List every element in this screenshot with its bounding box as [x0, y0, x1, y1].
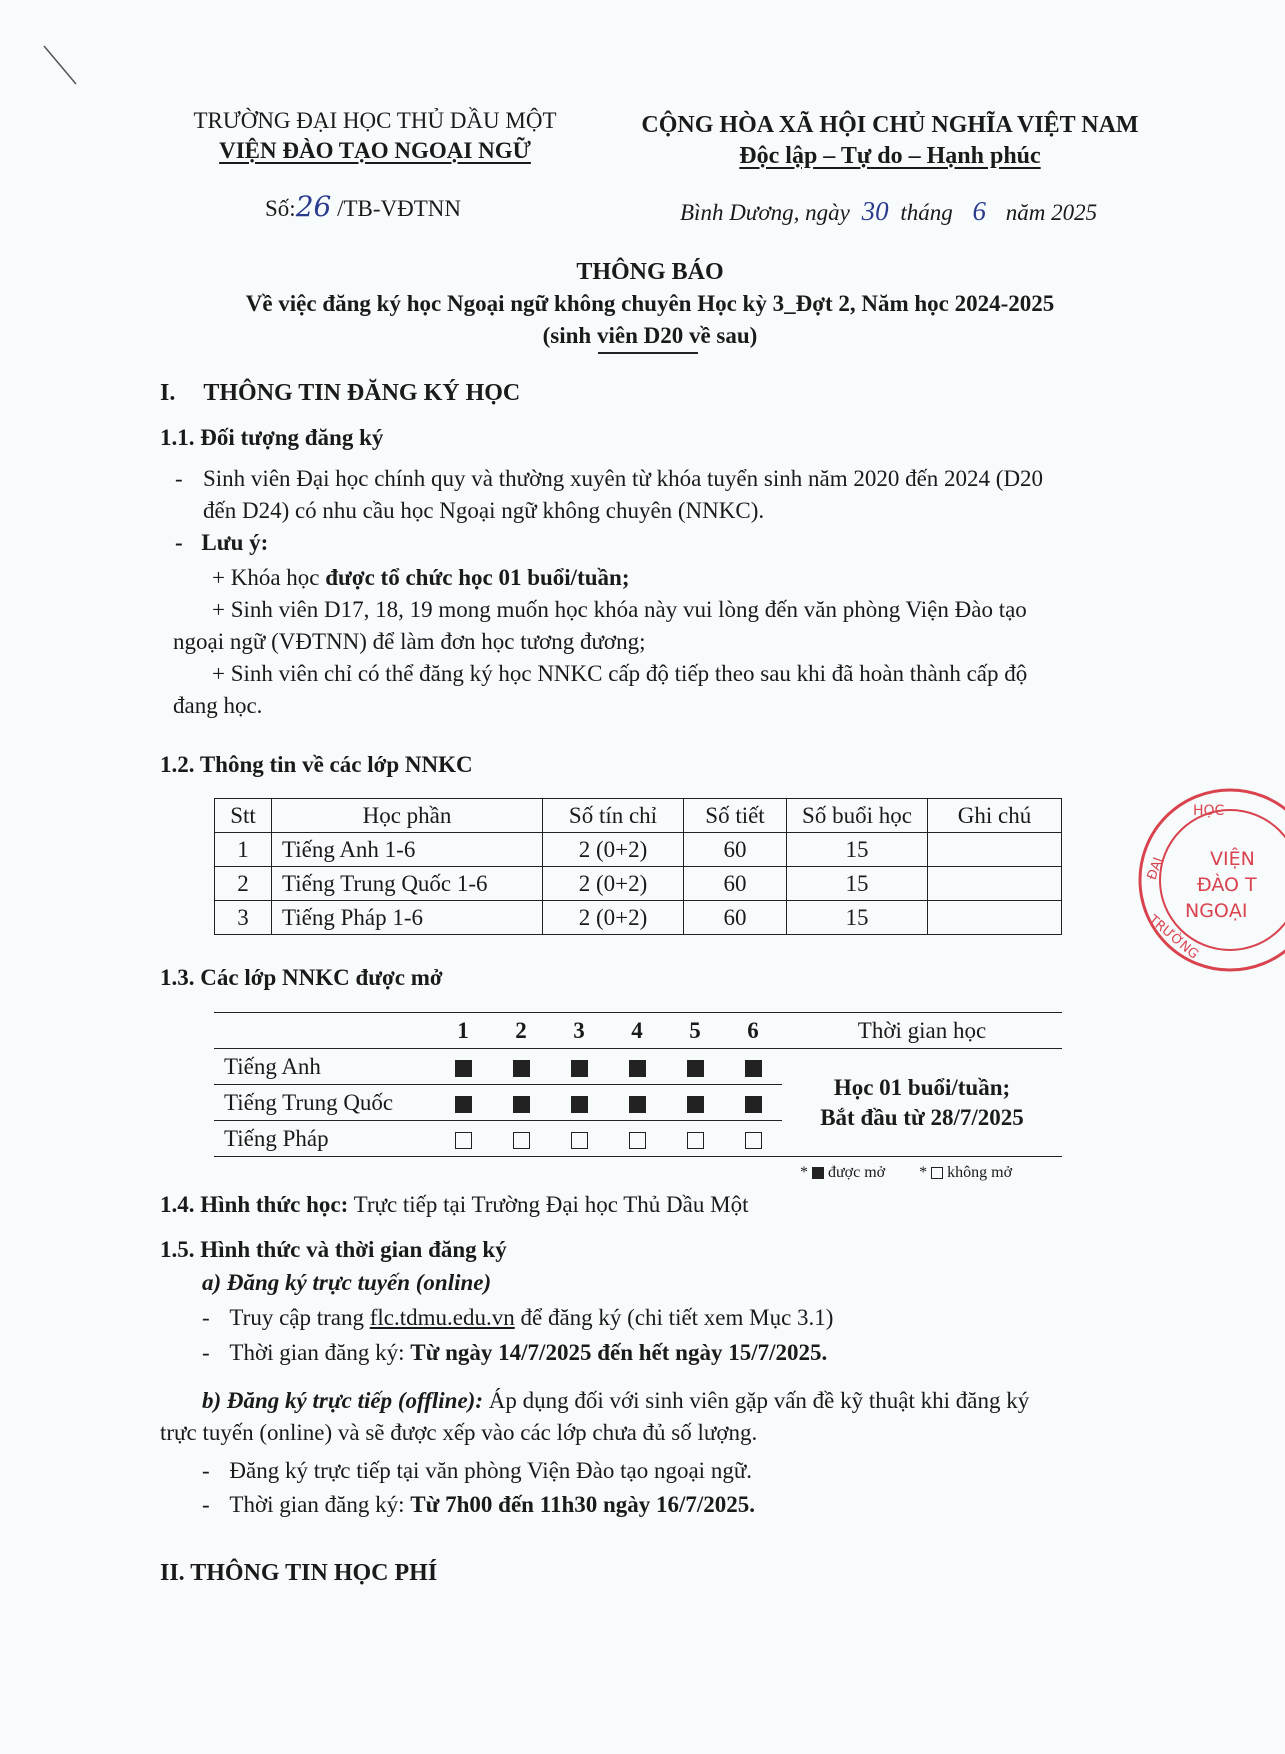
s15a-item2 [202, 1340, 827, 1366]
s11-item1-line1: Sinh viên Đại học chính quy và thường xuyên từ khóa tuyển sinh năm 2020 đến 2024 (D20 [203, 466, 1044, 491]
open-square-icon [571, 1060, 588, 1077]
cell-course: Tiếng Trung Quốc 1-6 [272, 867, 543, 901]
s15a-item2-prefix: Thời gian đăng ký: [229, 1340, 411, 1365]
open-classes-table [214, 1012, 1062, 1157]
header-right [620, 110, 1160, 172]
legend-open-item: * được mở [800, 1164, 886, 1181]
institute-name [160, 136, 590, 166]
table-header-row [215, 799, 1062, 833]
s13-heading: 1.3. Các lớp NNKC được mở [160, 965, 443, 990]
level-cell [434, 1121, 492, 1157]
legend-open-square-icon [812, 1167, 824, 1179]
level-cell [550, 1049, 608, 1085]
level-cell [666, 1121, 724, 1157]
s15b-item2 [202, 1492, 755, 1518]
closed-square-icon [571, 1132, 588, 1149]
number-prefix: Số: [265, 196, 296, 221]
registration-link[interactable]: flc.tdmu.edu.vn [369, 1305, 515, 1330]
section1-title: THÔNG TIN ĐĂNG KÝ HỌC [203, 380, 521, 406]
legend-closed-item: * không mở [919, 1164, 1013, 1181]
level-cell [666, 1085, 724, 1121]
s15b-item2-bold: Từ 7h00 đến 11h30 ngày 16/7/2025. [410, 1492, 756, 1517]
cell-credits: 2 (0+2) [543, 833, 684, 867]
header-empty [214, 1013, 434, 1049]
language-name: Tiếng Trung Quốc [224, 1089, 394, 1115]
s11-heading: 1.1. Đối tượng đăng ký [160, 425, 384, 450]
header-cell: Học phần [272, 799, 543, 833]
legend-closed-text: không mở [947, 1164, 1013, 1181]
table-row [215, 901, 1062, 935]
level-cell [492, 1049, 550, 1085]
s14-label: 1.4. Hình thức học: [160, 1192, 349, 1217]
level-cell [724, 1085, 782, 1121]
date-month: 6 [972, 196, 986, 226]
open-square-icon [629, 1096, 646, 1113]
motto-text: Độc lập – Tự do – Hạnh phúc [739, 143, 1041, 169]
s11-item1-line2: đến D24) có nhu cầu học Ngoại ngữ không chuyên (NNKC). [203, 498, 765, 523]
level-cell [550, 1121, 608, 1157]
open-table-header [214, 1013, 1062, 1049]
language-name: Tiếng Anh [224, 1053, 321, 1079]
level-cell [434, 1085, 492, 1121]
header-cell: Ghi chú [928, 799, 1062, 833]
s15b-text-line1: Áp dụng đối với sinh viên gặp vấn đề kỹ thuật khi đăng ký [483, 1388, 1030, 1413]
cell-credits: 2 (0+2) [543, 867, 684, 901]
cell-sessions: 15 [787, 867, 928, 901]
legend [800, 1164, 1012, 1182]
level-cell [492, 1121, 550, 1157]
open-square-icon [745, 1060, 762, 1077]
note1 [160, 562, 1135, 594]
cell-sessions: 15 [787, 833, 928, 867]
table-row [214, 1049, 1062, 1085]
note-label-row [175, 530, 268, 556]
s15a-item1-prefix: Truy cập trang [229, 1305, 370, 1330]
s15b-item1-text: Đăng ký trực tiếp tại văn phòng Viện Đào tạo ngoại ngữ. [229, 1458, 753, 1483]
table-row [215, 833, 1062, 867]
number-handwritten: 26 [295, 190, 332, 223]
s15b-paragraph [160, 1385, 1140, 1449]
note2-line1: + Sinh viên D17, 18, 19 mong muốn học khóa này vui lòng đến văn phòng Viện Đào tạo [212, 597, 1027, 622]
s15a-item1-suffix: để đăng ký (chi tiết xem Mục 3.1) [514, 1305, 834, 1330]
s15a-item2-bold: Từ ngày 14/7/2025 đến hết ngày 15/7/2025. [410, 1340, 828, 1365]
level-cell [434, 1049, 492, 1085]
stamp-line3: NGOẠI [1185, 900, 1248, 922]
cell-note [928, 901, 1062, 935]
notice-title [150, 256, 1150, 352]
note2-line2: ngoại ngữ (VĐTNN) để làm đơn học tương đương; [173, 629, 646, 654]
open-square-icon [513, 1096, 530, 1113]
cell-periods: 60 [684, 833, 787, 867]
level-header: 4 [631, 1017, 643, 1043]
note1-prefix: + Khóa học [212, 565, 326, 590]
table-row [215, 867, 1062, 901]
open-square-icon [687, 1096, 704, 1113]
s15b-label: b) Đăng ký trực tiếp (offline): [202, 1388, 483, 1413]
s15a-item1 [202, 1305, 833, 1331]
cell-stt: 2 [215, 867, 272, 901]
level-header: 3 [573, 1017, 585, 1043]
date-part2: tháng [900, 200, 953, 225]
university-name: TRƯỜNG ĐẠI HỌC THỦ DẦU MỘT [193, 108, 557, 133]
level-cell [608, 1049, 666, 1085]
note1-bold: được tổ chức học 01 buổi/tuần; [325, 565, 630, 590]
s11-item1 [175, 463, 1145, 527]
open-square-icon [455, 1060, 472, 1077]
level-header: 1 [457, 1017, 469, 1043]
cell-course: Tiếng Anh 1-6 [272, 833, 543, 867]
level-cell [724, 1049, 782, 1085]
stamp-bottom-text: TRƯỜNG [1145, 912, 1202, 963]
scan-slash-mark [40, 40, 100, 100]
s15a-heading: a) Đăng ký trực tuyến (online) [202, 1270, 492, 1295]
title-underline [598, 352, 698, 354]
dash-bullet: - [175, 530, 183, 555]
s15b-item2-prefix: Thời gian đăng ký: [229, 1492, 411, 1517]
dash-bullet: - [202, 1340, 210, 1365]
open-square-icon [629, 1060, 646, 1077]
level-cell [550, 1085, 608, 1121]
date-part3: năm 2025 [1005, 200, 1098, 225]
level-cell [608, 1121, 666, 1157]
level-cell [608, 1085, 666, 1121]
s15-heading: 1.5. Hình thức và thời gian đăng ký [160, 1237, 507, 1262]
title-sub1: Về việc đăng ký học Ngoại ngữ không chuyên Học kỳ 3_Đợt 2, Năm học 2024-2025 [245, 291, 1055, 316]
notes [160, 562, 1135, 722]
stamp-top-text: HỌC [1193, 803, 1225, 819]
level-cell [666, 1049, 724, 1085]
institute-stamp [1135, 785, 1285, 975]
country-name: CỘNG HÒA XÃ HỘI CHỦ NGHĨA VIỆT NAM [641, 112, 1139, 138]
note-label: Lưu ý: [201, 530, 269, 555]
dash-bullet: - [202, 1492, 210, 1517]
cell-sessions: 15 [787, 901, 928, 935]
header-cell: Stt [215, 799, 272, 833]
cell-credits: 2 (0+2) [543, 901, 684, 935]
title-sub2: (sinh viên D20 về sau) [542, 323, 758, 348]
cell-periods: 60 [684, 901, 787, 935]
stamp-left-text: ĐẠI [1144, 855, 1167, 883]
institute-name-text: VIỆN ĐÀO TẠO NGOẠI NGỮ [219, 138, 531, 163]
open-square-icon [455, 1096, 472, 1113]
level-header: 2 [515, 1017, 527, 1043]
section2-heading: II. THÔNG TIN HỌC PHÍ [160, 1560, 438, 1586]
header-left [160, 106, 590, 166]
s15b-item1 [202, 1458, 752, 1484]
s15b-text-line2: trực tuyến (online) và sẽ được xếp vào các lớp chưa đủ số lượng. [160, 1420, 758, 1445]
s12-heading: 1.2. Thông tin về các lớp NNKC [160, 752, 473, 777]
issue-date [680, 196, 1097, 227]
legend-open-text: được mở [828, 1164, 886, 1181]
stamp-line1: VIỆN [1210, 848, 1255, 870]
note3-line1: + Sinh viên chỉ có thể đăng ký học NNKC cấp độ tiếp theo sau khi đã hoàn thành cấp độ [212, 661, 1028, 686]
document-number [265, 190, 461, 223]
class-info-table [214, 798, 1062, 935]
cell-note [928, 867, 1062, 901]
schedule-line1: Học 01 buổi/tuần; [833, 1074, 1011, 1100]
schedule-cell [782, 1049, 1062, 1157]
section1-heading [160, 380, 520, 407]
closed-square-icon [455, 1132, 472, 1149]
level-cell [492, 1085, 550, 1121]
note3-line2: đang học. [173, 693, 263, 718]
legend-closed-square-icon [931, 1167, 943, 1179]
header-cell: Số buổi học [787, 799, 928, 833]
open-square-icon [687, 1060, 704, 1077]
cell-stt: 1 [215, 833, 272, 867]
s14-row [160, 1192, 748, 1218]
level-header: 6 [747, 1017, 759, 1043]
cell-periods: 60 [684, 867, 787, 901]
open-square-icon [571, 1096, 588, 1113]
number-suffix: /TB-VĐTNN [337, 196, 462, 221]
closed-square-icon [513, 1132, 530, 1149]
closed-square-icon [687, 1132, 704, 1149]
header-cell: Số tiết [684, 799, 787, 833]
date-day: 30 [861, 196, 889, 226]
dash-bullet: - [202, 1458, 210, 1483]
motto [620, 141, 1160, 172]
date-part1: Bình Dương, ngày [680, 200, 850, 225]
closed-square-icon [629, 1132, 646, 1149]
level-cell [724, 1121, 782, 1157]
cell-course: Tiếng Pháp 1-6 [272, 901, 543, 935]
dash-bullet: - [175, 466, 183, 491]
schedule-line2: Bắt đầu từ 28/7/2025 [820, 1104, 1024, 1130]
level-header: 5 [689, 1017, 701, 1043]
open-square-icon [513, 1060, 530, 1077]
time-header: Thời gian học [857, 1017, 987, 1043]
stamp-line2: ĐÀO T [1197, 874, 1257, 896]
cell-note [928, 833, 1062, 867]
s14-text: Trực tiếp tại Trường Đại học Thủ Dầu Một [353, 1192, 749, 1217]
header-cell: Số tín chỉ [543, 799, 684, 833]
closed-square-icon [745, 1132, 762, 1149]
section1-number: I. [160, 380, 176, 406]
title-main: THÔNG BÁO [576, 259, 724, 285]
language-name: Tiếng Pháp [224, 1125, 329, 1151]
open-square-icon [745, 1096, 762, 1113]
cell-stt: 3 [215, 901, 272, 935]
dash-bullet: - [202, 1305, 210, 1330]
